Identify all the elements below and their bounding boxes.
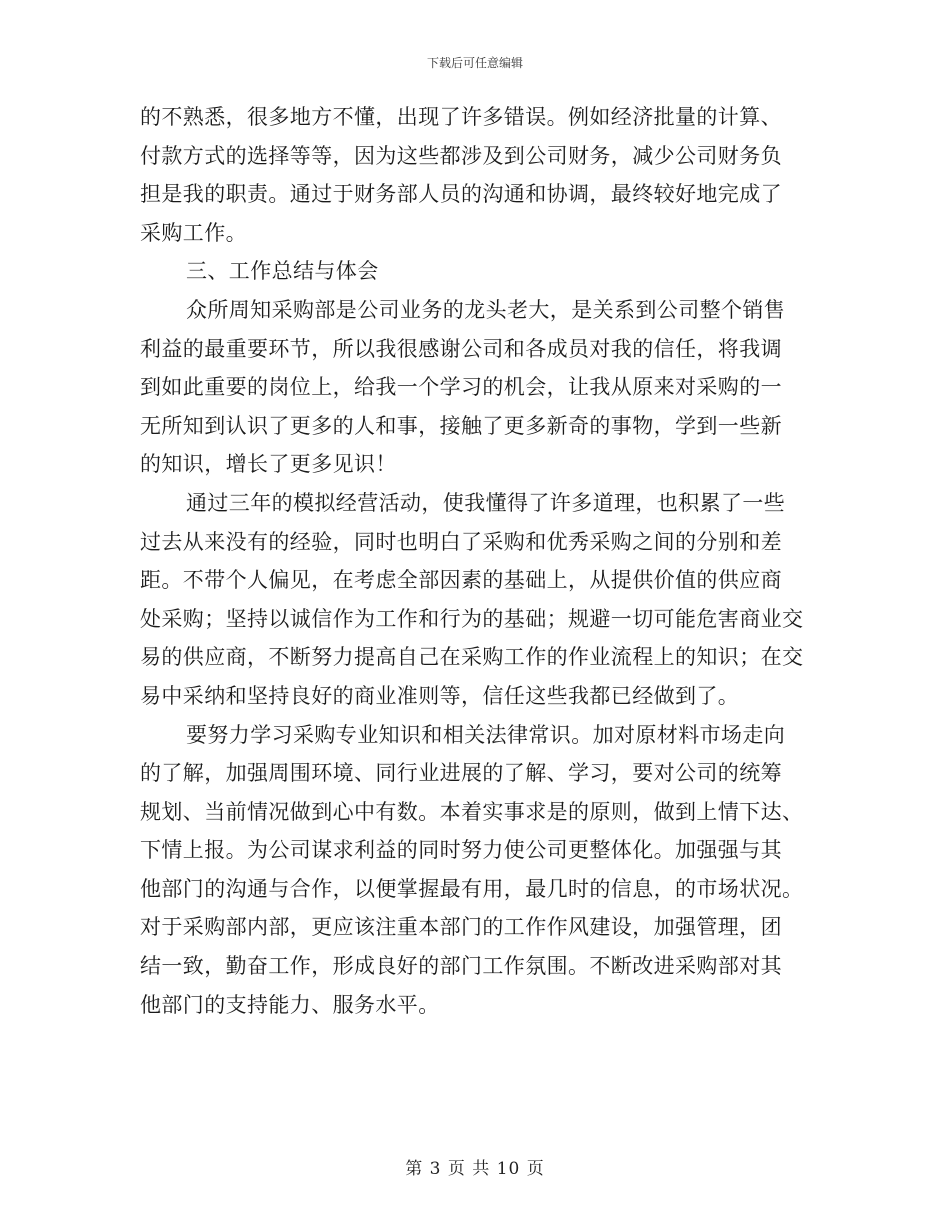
text-line: 结一致，勤奋工作，形成良好的部门工作氛围。不断改进采购部对其 bbox=[140, 954, 782, 979]
section-heading-text: 三、工作总结与体会 bbox=[186, 259, 379, 284]
paragraph-1 bbox=[140, 98, 812, 252]
text-line: 的不熟悉，很多地方不懂，出现了许多错误。例如经济批量的计算、 bbox=[140, 105, 782, 129]
text-line: 的知识，增长了更多见识！ bbox=[140, 452, 397, 477]
text-line: 处采购；坚持以诚信作为工作和行为的基础；规避一切可能危害商业交 bbox=[140, 606, 804, 631]
text-line: 下情上报。为公司谋求利益的同时努力使公司更整体化。加强强与其 bbox=[140, 838, 782, 863]
text-line: 到如此重要的岗位上，给我一个学习的机会，让我从原来对采购的一 bbox=[140, 375, 782, 400]
page-header-note: 下载后可任意编辑 bbox=[426, 56, 523, 70]
text-line: 过去从来没有的经验，同时也明白了采购和优秀采购之间的分别和差 bbox=[140, 529, 782, 554]
text-line: 要努力学习采购专业知识和相关法律常识。加对原材料市场走向 bbox=[186, 722, 786, 747]
text-line: 他部门的沟通与合作，以便掌握最有用，最几时的信息，的市场状况。 bbox=[140, 876, 804, 901]
text-line: 利益的最重要环节，所以我很感谢公司和各成员对我的信任，将我调 bbox=[140, 336, 782, 361]
paragraph-3 bbox=[140, 484, 812, 716]
text-line: 付款方式的选择等等，因为这些都涉及到公司财务，减少公司财务负 bbox=[140, 143, 782, 168]
text-line: 他部门的支持能力、服务水平。 bbox=[140, 992, 440, 1017]
text-line: 规划、当前情况做到心中有数。本着实事求是的原则，做到上情下达、 bbox=[140, 799, 804, 824]
document-body bbox=[140, 98, 812, 1024]
text-line: 的了解，加强周围环境、同行业进展的了解、学习，要对公司的统筹 bbox=[140, 761, 782, 786]
text-line: 易中采纳和坚持良好的商业准则等，信任这些我都已经做到了。 bbox=[140, 683, 740, 708]
paragraph-2 bbox=[140, 291, 812, 484]
text-line: 担是我的职责。通过于财务部人员的沟通和协调，最终较好地完成了 bbox=[140, 182, 782, 207]
page-number: 第 3 页 共 10 页 bbox=[405, 1159, 545, 1179]
text-line: 采购工作。 bbox=[140, 220, 247, 245]
text-line: 距。不带个人偏见，在考虑全部因素的基础上，从提供价值的供应商 bbox=[140, 568, 782, 593]
text-line: 众所周知采购部是公司业务的龙头老大，是关系到公司整个销售 bbox=[186, 297, 786, 322]
paragraph-4 bbox=[140, 716, 812, 1025]
text-line: 对于采购部内部，更应该注重本部门的工作作风建设，加强管理，团 bbox=[140, 915, 782, 940]
text-line: 通过三年的模拟经营活动，使我懂得了许多道理，也积累了一些 bbox=[186, 490, 786, 515]
text-line: 易的供应商，不断努力提高自己在采购工作的作业流程上的知识；在交 bbox=[140, 645, 804, 670]
section-heading bbox=[140, 252, 812, 291]
text-line: 无所知到认识了更多的人和事，接触了更多新奇的事物，学到一些新 bbox=[140, 413, 782, 438]
